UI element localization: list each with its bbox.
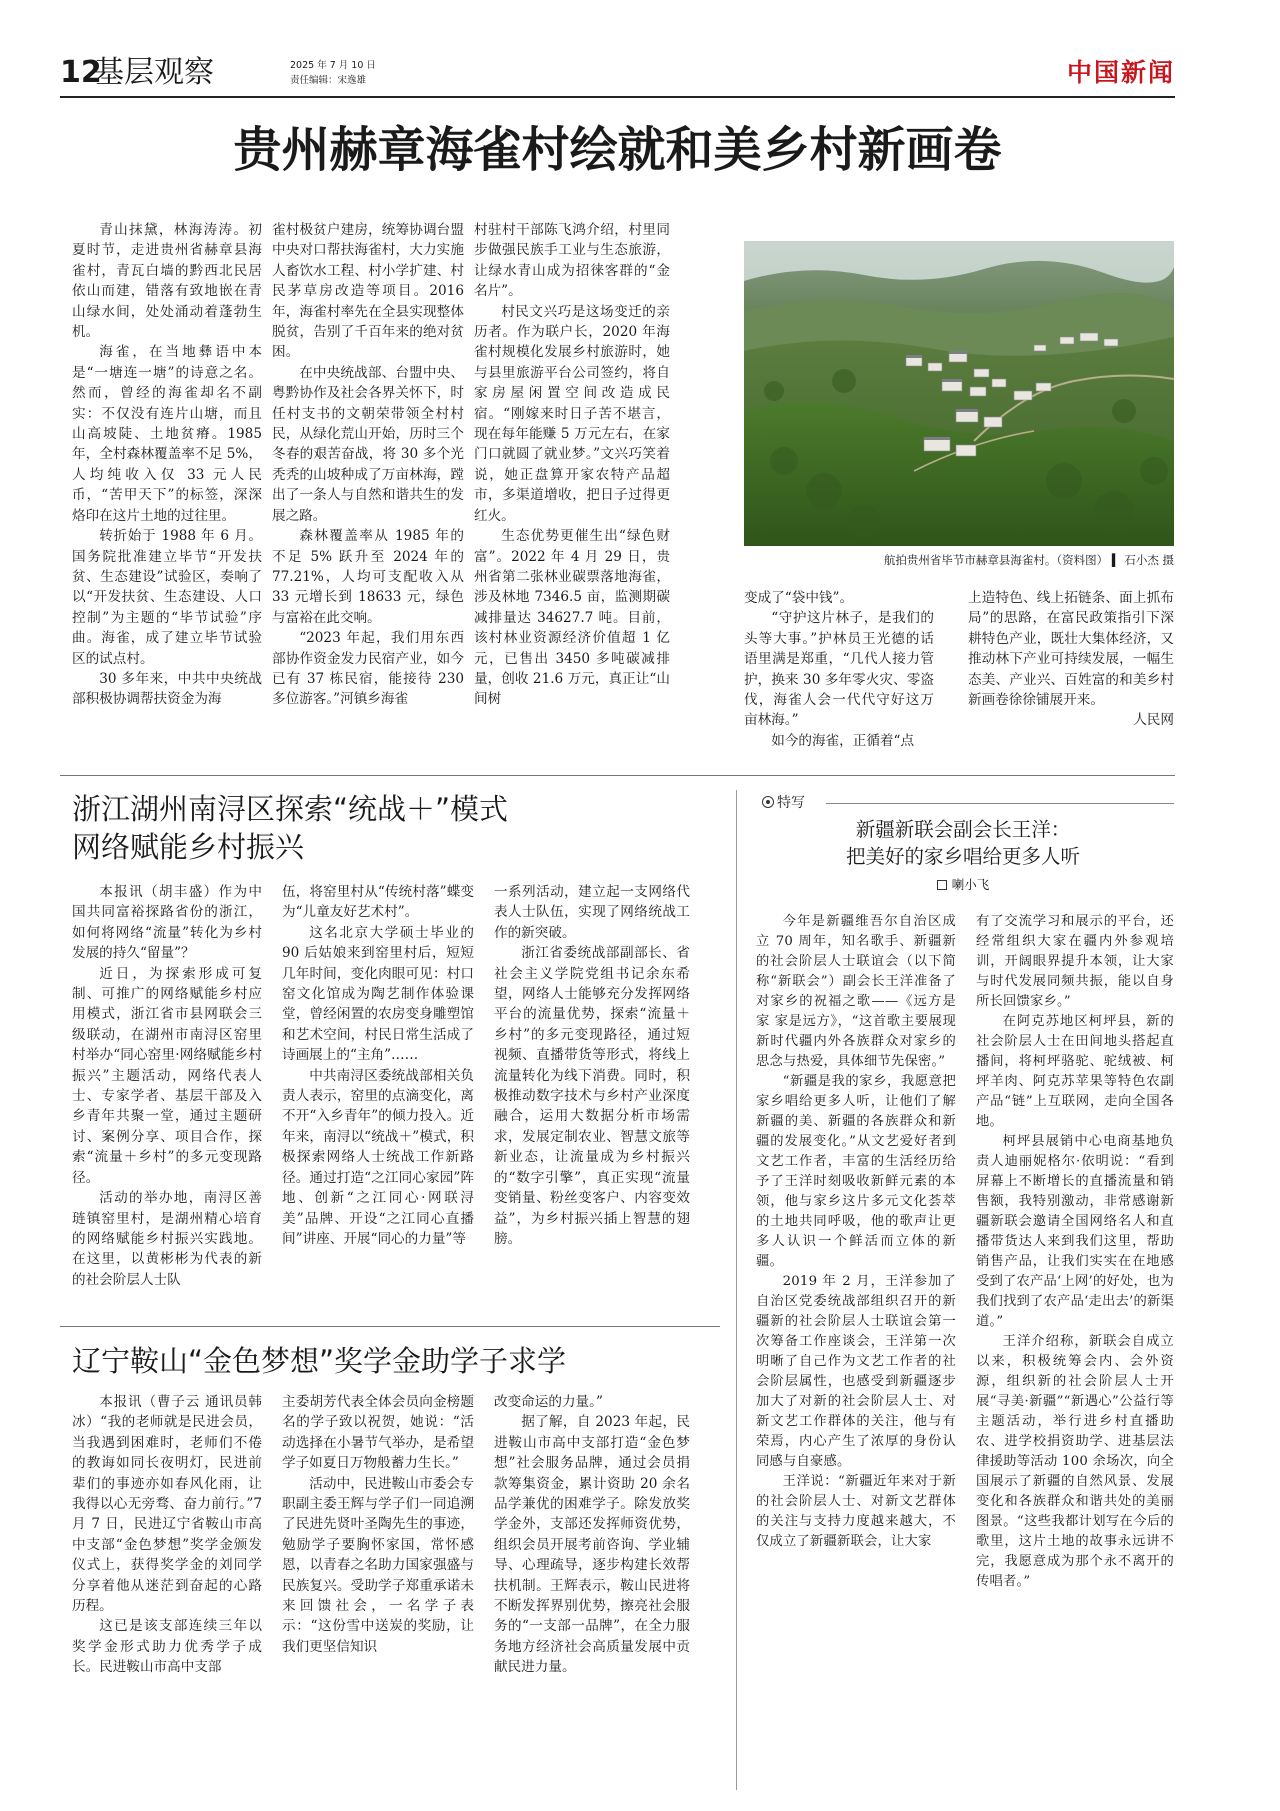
feature-divider [736,790,737,1790]
paragraph: 有了交流学习和展示的平台，还经常组织大家在疆内外参观培训，开阔眼界提升本领，让大家与时代发展同频共振，能以自身所长回馈家乡。” [976,914,1174,1009]
paragraph: 如今的海雀，正循着“点 [771,732,915,749]
article1-column-2 [272,220,464,760]
paragraph: 村民文兴巧是这场变迁的亲历者。作为联户长，2020 年海雀村规模化发展乡村旅游时，她与县里旅游平台公司签约，将自家房屋闲置空间改造成民宿。“刚嫁来时日子苦不堪言，现在每年能赚 5 万元左右，在家门口就圆了就业梦。”文兴巧笑着说，她正盘算开家农特产品超市，多渠道增收，把日子过得更红火。 [474,303,670,524]
caption-text: 航拍贵州省毕节市赫章县海雀村。（资料图） [883,553,1109,567]
paragraph: 生态优势更催生出“绿色财富”。2022 年 4 月 29 日，贵州省第二张林业碳票落地海雀，涉及林地 7346.5 亩，监测期碳减排量达 34627.7 吨。目前，该村林业资源经济价值超 1 亿元，已售出 3450 多吨碳减排量，创收 21.6 万元，真正让“山间树 [474,528,670,708]
aerial-village-photo [744,241,1174,546]
article1-column-5 [968,588,1174,760]
article2-column-1 [72,882,262,1312]
paragraph: 本报讯（曹子云 通讯员韩冰）“我的老师就是民进会员，当我遇到困难时，老师们不倦的教诲如同长夜明灯，民进前辈们的事迹亦如春风化雨，让我得以心无旁骛、奋力前行。”7 月 7 日，民进辽宁省鞍山市高中支部“金色梦想”奖学金颁发仪式上，获得奖学金的刘同学分享着他从迷茫到奋起的心路历程。 [72,1394,262,1615]
paragraph: 2019 年 2 月，王洋参加了自治区党委统战部组织召开的新疆新的社会阶层人士联谊会第一次筹备工作座谈会，王洋第一次明晰了自己作为文艺工作者的社会阶层属性，也感受到新疆逐步加大了对新的社会阶层人士、对新文艺工作群体的关注，他与有荣焉，内心产生了浓厚的身份认同感与自豪感。 [756,1274,956,1469]
article1-source: 人民网 [1133,712,1174,729]
article2-headline [72,790,692,866]
article1-column-4 [744,588,934,760]
title-line: 新疆新联会副会长王洋： [855,818,1071,841]
paragraph: 在阿克苏地区柯坪县，新的社会阶层人士在田间地头搭起直播间，将柯坪骆驼、驼绒被、柯坪羊肉、阿克苏苹果等特色农副产品“链”上互联网，走向全国各地。 [976,1014,1174,1129]
paragraph: 一系列活动，建立起一支网络代表人士队伍，实现了网络统战工作的新突破。 [494,884,690,941]
paragraph: 浙江省委统战部副部长、省社会主义学院党组书记余东希望，网络人士能够充分发挥网络平台的流量优势，探索“流量＋乡村”的多元变现路径，通过短视频、直播带货等形式，将线上流量转化为线下消费。同时，积极推动数字技术与乡村产业深度融合，运用大数据分析市场需求，发展定制农业、智慧文旅等新业态，让流量成为乡村振兴的“数字引擎”，真正实现“流量变销量、粉丝变客户、内容变效益”，为乡村振兴插上智慧的翅膀。 [494,945,690,1247]
section-divider [60,775,1175,776]
article-divider [60,1326,720,1327]
paragraph: 转折始于 1988 年 6 月。国务院批准建立毕节“开发扶贫、生态建设”试验区，奏响了以“开发扶贫、生态建设、人口控制”为主题的“毕节试验”序曲。海雀，成了建立毕节试验区的试点村。 [72,528,262,667]
article3-column-2 [282,1392,474,1788]
feature-column-2 [976,912,1174,1792]
paragraph: 雀村极贫户建房，统筹协调台盟中央对口帮扶海雀村，大力实施人畜饮水工程、村小学扩建、村民茅草房改造等项目。2016 年，海雀村率先在全县实现整体脱贫，告别了千百年来的绝对贫困。 [272,222,464,361]
headline-line: 网络赋能乡村振兴 [72,830,305,864]
feature-tag [762,794,805,812]
paragraph: 王洋说：“新疆近年来对于新的社会阶层人士、对新文艺群体的关注与支持力度越来越大，不仅成立了新疆新联会，让大家 [756,1474,956,1549]
page-number: 12 [60,55,102,90]
section-name: 基层观察 [94,55,214,90]
article2-column-2 [282,882,474,1312]
paragraph: 主委胡芳代表全体会员向金榜题名的学子致以祝贺，她说：“活动选择在小暑节气举办，是希望学子如夏日万物般蓄力生长。” [282,1394,474,1472]
paragraph: 这已是该支部连续三年以奖学金形式助力优秀学子成长。民进鞍山市高中支部 [72,1618,262,1676]
byline-box-icon [937,880,947,890]
tag-bullet-icon [762,796,774,808]
issue-date: 2025 年 7 月 10 日 [290,60,376,71]
paragraph: 在中央统战部、台盟中央、粤黔协作及社会各界关怀下，时任村支书的文朝荣带领全村村民，从绿化荒山开始，历时三个冬春的艰苦奋战，将 30 多个光秃秃的山坡种成了万亩林海，蹚出了一条人与自然和谐共生的发展之路。 [272,364,464,524]
paragraph: 据了解，自 2023 年起，民进鞍山市高中支部打造“金色梦想”社会服务品牌，通过会员捐款筹集资金，累计资助 20 余名品学兼优的困难学子。除发放奖学金外，支部还发挥师资优势，组织会员开展考前咨询、学业辅导、心理疏导，逐步构建长效帮扶机制。王辉表示，鞍山民进将不断发挥界别优势，擦亮社会服务的“一支部一品牌”，在全力服务地方经济社会高质量发展中贡献民进力量。 [494,1414,690,1676]
feature-tag-rule [826,803,1174,804]
article2-column-3 [494,882,690,1312]
feature-byline [752,876,1174,894]
paragraph: 改变命运的力量。” [494,1394,603,1410]
paragraph: 青山抹黛，林海涛涛。初夏时节，走进贵州省赫章县海雀村，青瓦白墙的黔西北民居依山而建，错落有致地嵌在青山绿水间，处处涌动着蓬勃生机。 [72,222,262,341]
masthead [60,52,1175,94]
paragraph: 森林覆盖率从 1985 年的不足 5% 跃升至 2024 年的 77.21%，人均可支配收入从 33 元增长到 18633 元，绿色与富裕在此交响。 [272,528,464,626]
paragraph: 变成了“袋中钱”。 [744,590,854,606]
feature-title [752,816,1174,870]
photo-caption [744,551,1174,569]
article3-column-3 [494,1392,690,1788]
feature-column-1 [756,912,956,1792]
article3-headline: 辽宁鞍山“金色梦想”奖学金助学子求学 [72,1344,567,1378]
paragraph: “守护这片林子，是我们的头等大事。”护林员王光德的话语里满是郑重，“几代人接力管护，换来 30 多年零火灾、零盗伐，海雀人会一代代守好这万亩林海。” [744,610,934,729]
paragraph: 这名北京大学硕士毕业的 90 后姑娘来到窑里村后，短短几年时间，变化肉眼可见：村口窑文化馆成为陶艺制作体验课堂，曾经闲置的农房变身雕塑馆和艺术空间，村民日常生活成了诗画展上的“主角”…… [282,924,474,1064]
main-headline: 贵州赫章海雀村绘就和美乡村新画卷 [233,122,1002,178]
paragraph: “2023 年起，我们用东西部协作资金发力民宿产业，如今已有 37 栋民宿，能接待 230 多位游客。”河镇乡海雀 [272,630,464,708]
photo-image [744,241,1174,546]
paragraph: 本报讯（胡丰盛）作为中国共同富裕探路省份的浙江，如何将网络“流量”转化为乡村发展的持久“留量”？ [72,884,262,962]
byline-author: 喇小飞 [951,877,990,892]
masthead-rule [60,96,1175,98]
paragraph: 近日，为探索形成可复制、可推广的网络赋能乡村应用模式，浙江省市县网联会三级联动，在湖州市南浔区窑里村举办“同心窑里·网络赋能乡村振兴”主题活动，网络代表人士、专家学者、基层干部及入乡青年共聚一堂，通过主题研讨、案例分享、项目合作，探索“流量＋乡村”的多元变现路径。 [72,965,262,1186]
headline-line: 浙江湖州南浔区探索“统战＋”模式 [72,792,509,826]
caption-separator: ▍ [1111,553,1125,567]
feature-tag-label: 特写 [777,795,805,811]
paragraph: 伍，将窑里村从“传统村落”蝶变为“儿童友好艺术村”。 [282,884,474,921]
responsible-editor: 责任编辑：宋逸雄 [290,75,367,86]
paragraph: 中共南浔区委统战部相关负责人表示，窑里的点滴变化，离不开“入乡青年”的倾力投入。近年来，南浔以“统战＋”模式，积极探索网络人士统战工作新路径。通过打造“之江同心家园”阵地、创新“之江同心·网联浔美”品牌、开设“之江同心直播间”讲座、开展“同心的力量”等 [282,1067,474,1247]
paragraph: 上造特色、线上拓链条、面上抓布局”的思路，在富民政策指引下深耕特色产业，既壮大集体经济，又推动林下产业可持续发展，一幅生态美、产业兴、百姓富的和美乡村新画卷徐徐铺展开来。 [968,590,1174,709]
article1-column-3 [474,220,670,760]
paragraph: “新疆是我的家乡，我愿意把家乡唱给更多人听，让他们了解新疆的美、新疆的各族群众和新疆的发展变化。”从文艺爱好者到文艺工作者，丰富的生活经历给予了王洋时刻吸收新鲜元素的本领，他与家乡这片多元文化荟萃的土地共同呼吸，他的歌声让更多人认识一个鲜活而立体的新疆。 [756,1074,956,1269]
photo-credit: 石小杰 摄 [1124,553,1174,567]
title-line: 把美好的家乡唱给更多人听 [845,845,1080,868]
paragraph: 30 多年来，中共中央统战部积极协调帮扶资金为海 [72,670,262,708]
paragraph: 村驻村干部陈飞鸿介绍，村里同步做强民族手工业与生态旅游，让绿水青山成为招徕客群的“金名片”。 [474,222,670,300]
paragraph: 活动的举办地，南浔区善琏镇窑里村，是湖州精心培育的网络赋能乡村振兴实践地。在这里，以黄彬彬为代表的新的社会阶层人士队 [72,1190,262,1288]
paragraph: 王洋介绍称，新联会自成立以来，积极统筹会内、会外资源，组织新的社会阶层人士开展“寻美·新疆”“新遇心”公益行等主题活动，举行进乡村直播助农、进学校捐资助学、进基层法律援助等活动 100 余场次，向全国展示了新疆的自然风景、发展变化和各族群众和谐共处的美丽图景。“这些我都计划写在今后的歌里，这片土地的故事永远讲不完，我愿意成为那个永不离开的传唱者。” [976,1334,1174,1589]
brand-logo: 中国新闻 [1066,58,1175,87]
paragraph: 海雀，在当地彝语中本是“一塘连一塘”的诗意之名。然而，曾经的海雀却名不副实：不仅没有连片山塘，而且山高坡陡、土地贫瘠。1985 年，全村森林覆盖率不足 5%，人均纯收入仅 33 元人民币，“苦甲天下”的标签，深深烙印在这片土地的过往里。 [72,344,262,524]
paragraph: 今年是新疆维吾尔自治区成立 70 周年，知名歌手、新疆新的社会阶层人士联谊会（以下简称“新联会”）副会长王洋准备了对家乡的祝福之歌——《远方是家 家是远方》，“这首歌主要展现新时代疆内外各族群众对家乡的思念与热爱，具体细节先保密。” [756,914,956,1069]
paragraph: 柯坪县展销中心电商基地负责人迪丽妮格尔·依明说：“看到屏幕上不断增长的直播流量和销售额，我特别激动，非常感谢新疆新联会邀请全国网络名人和直播带货达人来到我们这里，帮助销售产品，让我们实实在在地感受到了农产品‘上网’的好处，也为我们找到了农产品‘走出去’的新渠道。” [976,1134,1174,1329]
article3-column-1 [72,1392,262,1788]
article1-column-1 [72,220,262,760]
issue-meta [290,58,376,88]
paragraph: 活动中，民进鞍山市委会专职副主委王辉与学子们一同追溯了民进先贤叶圣陶先生的事迹，勉励学子要胸怀家国，常怀感恩，以青春之名助力国家强盛与民族复兴。受助学子郑重承诺未来回馈社会，一名学子表示：“这份雪中送炭的奖励，让我们更坚信知识 [282,1475,474,1655]
